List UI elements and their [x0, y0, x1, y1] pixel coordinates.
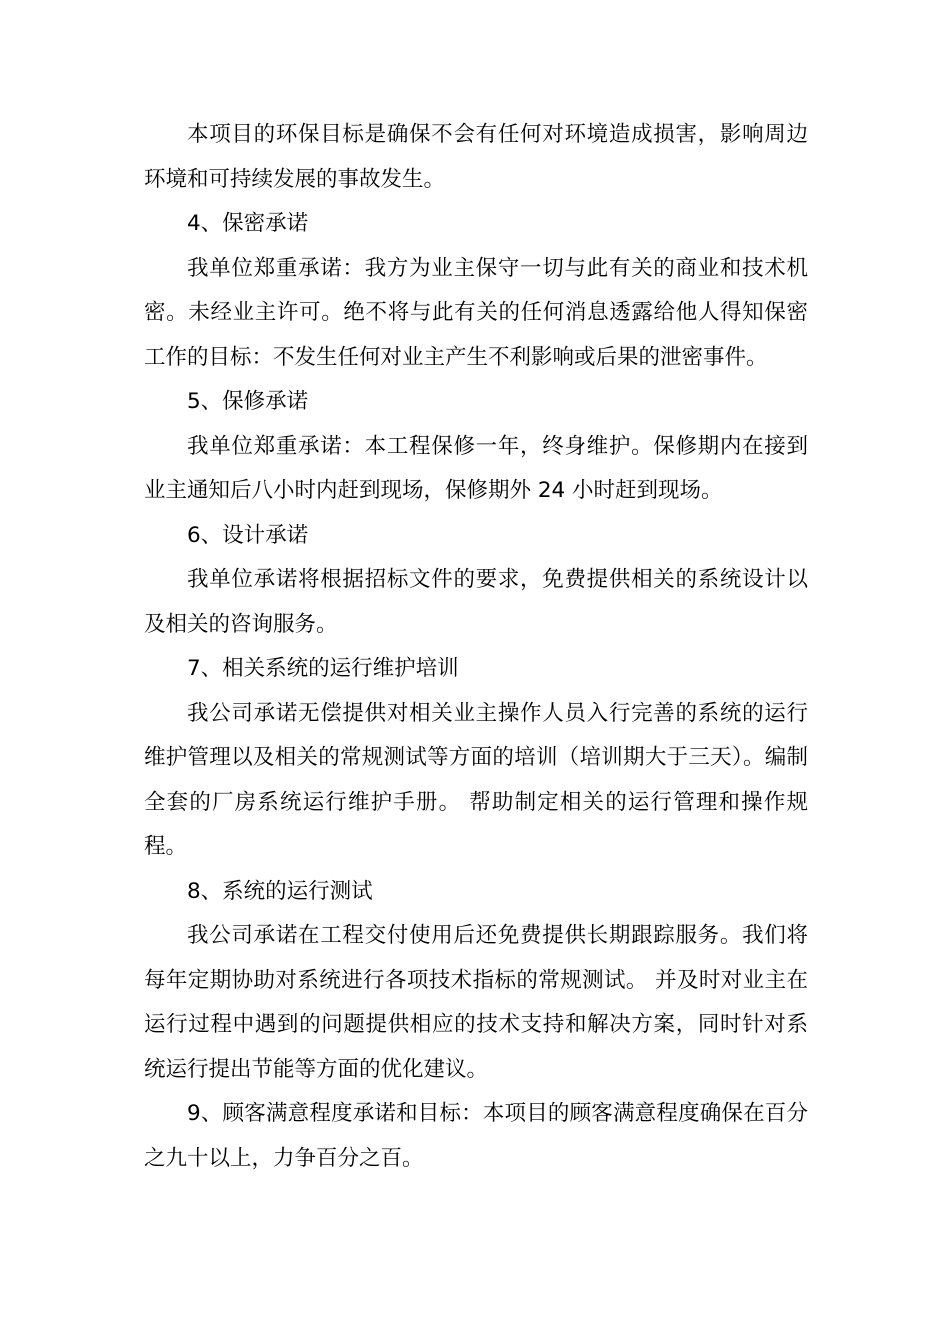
paragraph-testing: 我公司承诺在工程交付使用后还免费提供长期跟踪服务。我们将每年定期协助对系统进行各项技术指标的常规测试。 并及时对业主在运行过程中遇到的问题提供相应的技术支持和解决方案，同时针对系统运行提出节能等方面的优化建议。	[144, 923, 808, 1082]
paragraph-design: 我单位承诺将根据招标文件的要求，免费提供相关的系统设计以及相关的咨询服务。	[144, 567, 808, 637]
document-body	[144, 113, 808, 1181]
paragraph-training: 我公司承诺无偿提供对相关业主操作人员入行完善的系统的运行维护管理以及相关的常规测试等方面的培训（培训期大于三天）。编制全套的厂房系统运行维护手册。 帮助制定相关的运行管理和操作规程。	[144, 700, 808, 859]
paragraph-confidentiality: 我单位郑重承诺：我方为业主保守一切与此有关的商业和技术机密。未经业主许可。绝不将与此有关的任何消息透露给他人得知保密工作的目标：不发生任何对业主产生不利影响或后果的泄密事件。	[144, 255, 808, 370]
heading-testing: 8、系统的运行测试	[187, 878, 373, 904]
heading-design: 6、设计承诺	[187, 522, 309, 548]
paragraph-environment-goal: 本项目的环保目标是确保不会有任何对环境造成损害，影响周边环境和可持续发展的事故发生。	[144, 122, 808, 192]
heading-confidentiality: 4、保密承诺	[187, 211, 309, 236]
heading-warranty: 5、保修承诺	[187, 389, 309, 414]
paragraph-warranty: 我单位郑重承诺：本工程保修一年，终身维护。保修期内在接到业主通知后八小时内赶到现场，保修期外 24 小时赶到现场。	[144, 433, 808, 503]
paragraph-satisfaction: 9、顾客满意程度承诺和目标：本项目的顾客满意程度确保在百分之九十以上，力争百分之百。	[144, 1101, 808, 1171]
heading-training: 7、相关系统的运行维护培训	[187, 656, 459, 681]
